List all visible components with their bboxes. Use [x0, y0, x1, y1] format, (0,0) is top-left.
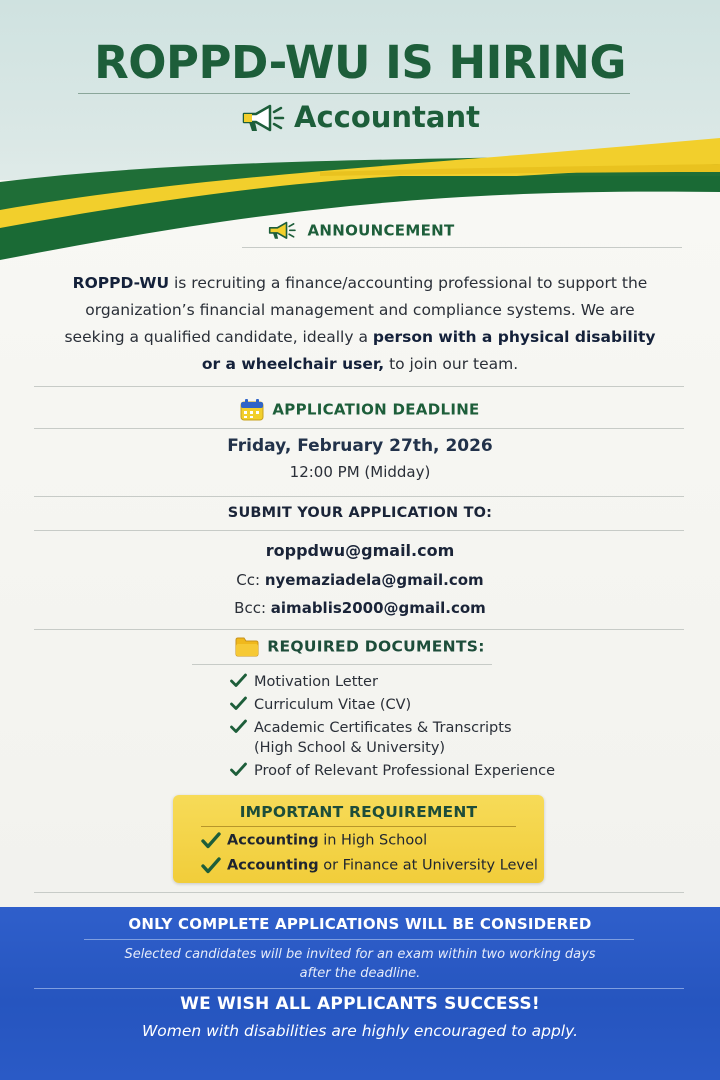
announcement-body-2: to join our team. — [384, 355, 519, 373]
requirement-bold: Accounting — [227, 832, 319, 849]
checkmark-icon — [201, 857, 221, 874]
announcement-body-1: is recruiting a finance/accounting professional to support the organization’s financial management and compliance systems. We are seeking a qualified candidate, ideally a — [64, 274, 648, 346]
divider — [34, 988, 684, 989]
divider — [34, 428, 684, 429]
announcement-heading-label: ANNOUNCEMENT — [307, 221, 455, 240]
position-label: Accountant — [294, 100, 480, 134]
cc-email[interactable]: nyemaziadela@gmail.com — [264, 571, 484, 589]
checkmark-icon — [201, 832, 221, 849]
requirement-item — [201, 832, 541, 849]
megaphone-icon — [240, 102, 286, 136]
women-encouraged-note: Women with disabilities are highly encouraged to apply. — [141, 1022, 578, 1040]
divider — [201, 826, 516, 827]
exam-note-line-1: Selected candidates will be invited for an exam within two working days — [124, 947, 596, 962]
bcc-label: Bcc: — [234, 599, 267, 617]
document-label: Proof of Relevant Professional Experience — [254, 763, 556, 779]
title-divider — [78, 93, 630, 94]
document-label: Curriculum Vitae (CV) — [254, 697, 412, 713]
requirement-rest: in High School — [318, 832, 428, 849]
position-title — [0, 100, 720, 136]
list-item — [230, 695, 630, 715]
bcc-email[interactable]: aimablis2000@gmail.com — [270, 599, 486, 617]
success-wish: WE WISH ALL APPLICANTS SUCCESS! — [180, 994, 540, 1014]
document-label: Academic Certificates & Transcripts — [254, 720, 512, 736]
page-title: ROPPD-WU IS HIRING — [94, 36, 626, 89]
primary-email[interactable]: roppdwu@gmail.com — [265, 541, 455, 560]
divider — [34, 386, 684, 387]
document-sublabel: (High School & University) — [254, 740, 446, 756]
divider — [192, 664, 492, 665]
divider — [242, 247, 682, 248]
calendar-icon — [240, 399, 264, 421]
requirement-item — [201, 857, 541, 874]
documents-list — [230, 672, 630, 784]
complete-applications-notice: ONLY COMPLETE APPLICATIONS WILL BE CONSIDERED — [128, 915, 592, 933]
document-label: Motivation Letter — [254, 674, 378, 690]
divider — [34, 496, 684, 497]
announcement-heading — [0, 220, 720, 242]
list-item — [230, 718, 630, 758]
folder-icon — [235, 637, 259, 657]
footer-banner — [0, 907, 720, 1080]
org-name: ROPPD-WU — [72, 274, 170, 292]
announcement-emphasis: person with a physical disability or a wheelchair user, — [201, 328, 656, 373]
list-item — [230, 761, 630, 781]
deadline-time: 12:00 PM (Midday) — [289, 463, 431, 481]
divider — [34, 530, 684, 531]
documents-heading — [0, 637, 720, 657]
deadline-heading-label: APPLICATION DEADLINE — [272, 400, 480, 419]
megaphone-icon — [265, 220, 299, 242]
submit-heading: SUBMIT YOUR APPLICATION TO: — [227, 505, 493, 521]
documents-heading-label: REQUIRED DOCUMENTS: — [267, 637, 485, 656]
deadline-date: Friday, February 27th, 2026 — [227, 436, 493, 456]
requirement-heading: IMPORTANT REQUIREMENT — [239, 803, 478, 821]
requirement-rest: or Finance at University Level — [318, 857, 538, 874]
divider — [34, 892, 684, 893]
announcement-text — [60, 270, 660, 378]
divider — [84, 939, 634, 940]
exam-note-line-2: after the deadline. — [299, 966, 421, 981]
cc-label: Cc: — [236, 571, 261, 589]
requirement-bold: Accounting — [227, 857, 319, 874]
checkmark-icon — [230, 673, 247, 688]
bcc-line — [0, 599, 720, 617]
deadline-heading — [0, 399, 720, 421]
important-requirement-box — [173, 795, 544, 883]
checkmark-icon — [230, 762, 247, 777]
list-item — [230, 672, 630, 692]
checkmark-icon — [230, 696, 247, 711]
checkmark-icon — [230, 719, 247, 734]
divider — [34, 629, 684, 630]
cc-line — [0, 571, 720, 589]
